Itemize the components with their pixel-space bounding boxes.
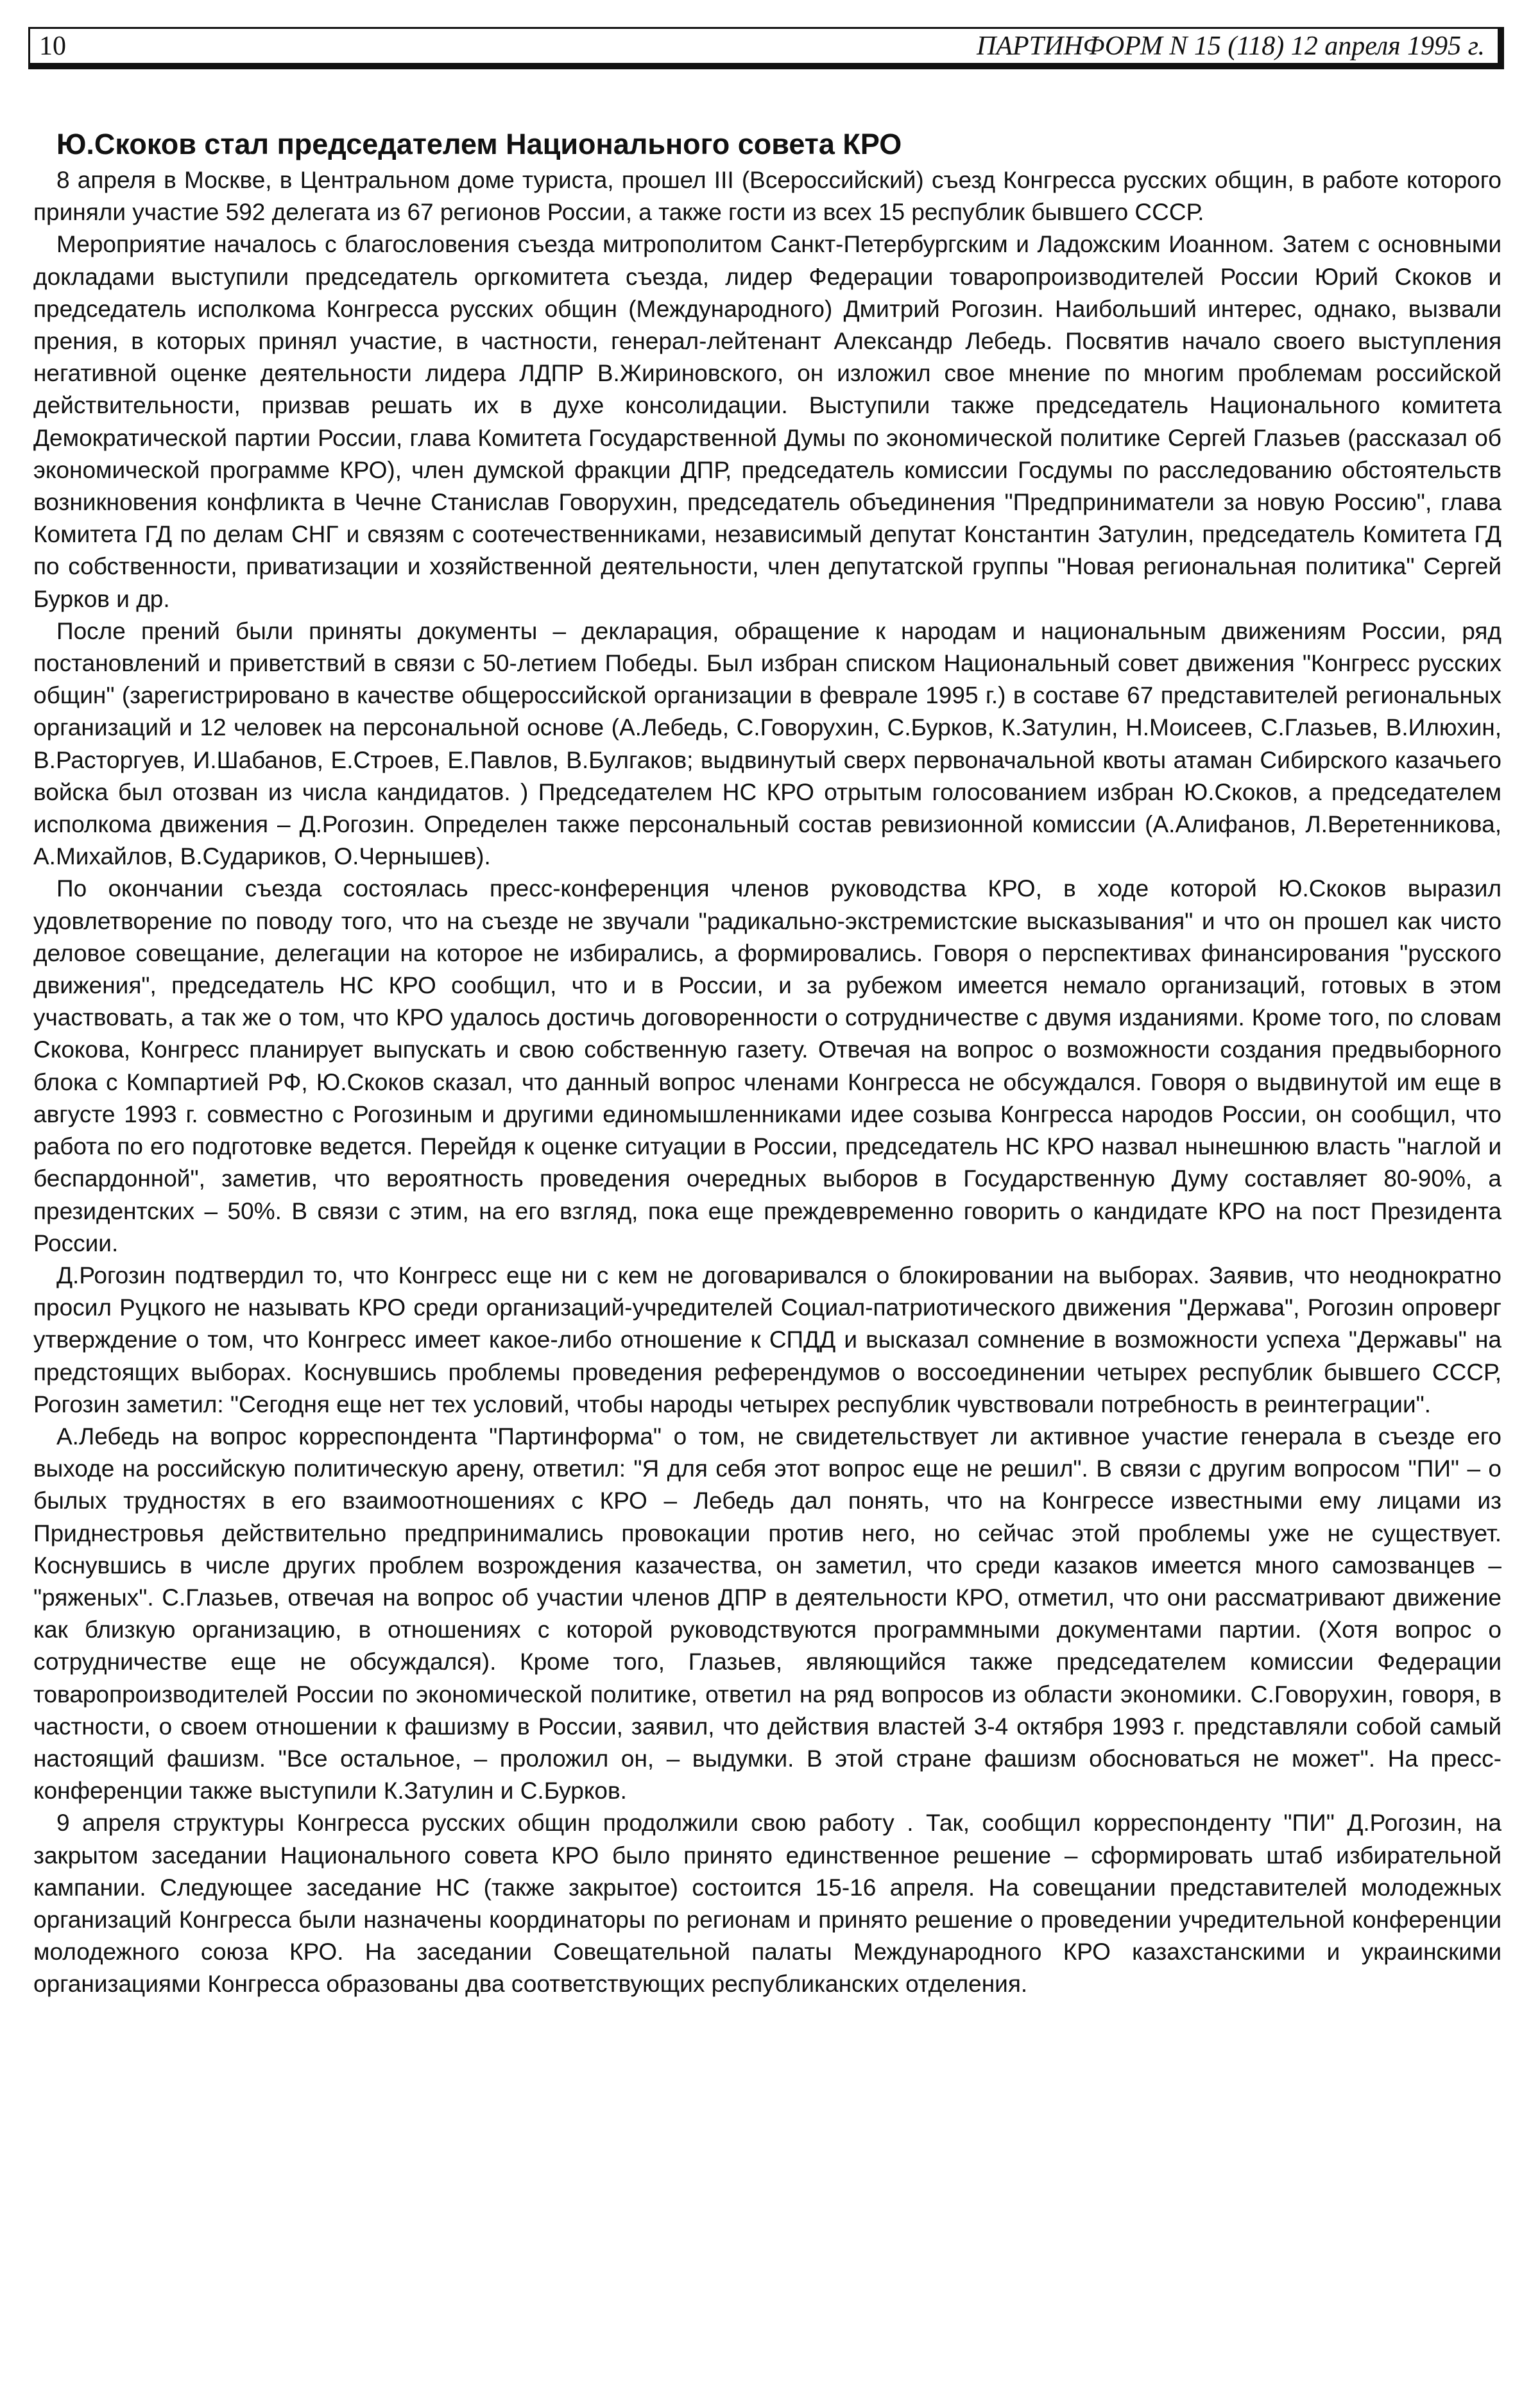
article-paragraph: Д.Рогозин подтвердил то, что Конгресс еще ни с кем не договаривался о блокировании на выборах. Заявив, что неоднократно просил Руцкого не называть КРО среди организаций-учредителей Социал-патриотического движения "Держава", Рогозин опроверг утверждение о том, что Конгресс имеет какое-либо отношение к СПДД и высказал сомнение в возможности успеха "Державы" на предстоящих выборах. Коснувшись проблемы проведения референдумов о воссоединении четырех республик бывшего СССР, Рогозин заметил: "Сегодня еще нет тех условий, чтобы народы четырех республик чувствовали потребность в реинтеграции". (33, 1262, 1502, 1418)
page-number: 10 (39, 31, 66, 61)
article-paragraph: А.Лебедь на вопрос корреспондента "Партинформа" о том, не свидетельствует ли активное участие генерала в съезде его выходе на российскую политическую арену, ответил: "Я для себя этот вопрос еще не решил". В связи с другим вопросом "ПИ" – о былых трудностях в его взаимоотношениях с КРО – Лебедь дал понять, что на Конгрессе известными ему лицами из Приднестровья действительно предпринимались провокации против него, но сейчас этой проблемы уже не существует. Коснувшись в числе других проблем возрождения казачества, он заметил, что среди казаков имеется много самозванцев – "ряженых". С.Глазьев, отвечая на вопрос об участии членов ДПР в деятельности КРО, отметил, что они рассматривают движение как близкую организацию, в отношениях с которой руководствуются программными документами партии. (Хотя вопрос о сотрудничестве еще не обсуждался). Кроме того, Глазьев, являющийся также председателем комиссии Федерации товаропроизводителей России по экономической политике, ответил на ряд вопросов из области экономики. С.Говорухин, говоря, в частности, о своем отношении к фашизму в России, заявил, что действия властей 3-4 октября 1993 г. представляли собой самый настоящий фашизм. "Все остальное, – проложил он, – выдумки. В этой стране фашизм обосноваться не может". На пресс-конференции также выступили К.Затулин и С.Бурков. (33, 1423, 1502, 1804)
issue-info: ПАРТИНФОРМ N 15 (118) 12 апреля 1995 г. (976, 31, 1485, 61)
article-paragraph: 9 апреля структуры Конгресса русских общин продолжили свою работу . Так, сообщил корреспонденту "ПИ" Д.Рогозин, на закрытом заседании Национального совета КРО было принято единственное решение – сформировать штаб избирательной кампании. Следующее заседание НС (также закрытое) состоится 15-16 апреля. На совещании представителей молодежных организаций Конгресса были назначены координаторы по регионам и принято решение о проведении учредительной конференции молодежного союза КРО. На заседании Совещательной палаты Международного КРО казахстанскими и украинскими организациями Конгресса образованы два соответствующих республиканских отделения. (33, 1810, 1502, 1998)
article-paragraph: Мероприятие началось с благословения съезда митрополитом Санкт-Петербургским и Ладожским Иоанном. Затем с основными докладами выступили председатель оргкомитета съезда, лидер Федерации товаропроизводителей России Юрий Скоков и председатель исполкома Конгресса русских общин (Международного) Дмитрий Рогозин. Наибольший интерес, однако, вызвали прения, в которых принял участие, в частности, генерал-лейтенант Александр Лебедь. Посвятив начало своего выступления негативной оценке деятельности лидера ЛДПР В.Жириновского, он изложил свое мнение по многим проблемам российской действительности, призвав решать их в духе консолидации. Выступили также председатель Национального комитета Демократической партии России, глава Комитета Государственной Думы по экономической политике Сергей Глазьев (рассказал об экономической программе КРО), член думской фракции ДПР, председатель комиссии Госдумы по расследованию обстоятельств возникновения конфликта в Чечне Станислав Говорухин, председатель объединения "Предприниматели за новую Россию", глава Комитета ГД по делам СНГ и связям с соотечественниками, независимый депутат Константин Затулин, председатель Комитета ГД по собственности, приватизации и хозяйственной деятельности, член депутатской группы "Новая региональная политика" Сергей Бурков и др. (33, 231, 1502, 612)
article-title: Ю.Скоков стал председателем Национального совета КРО (56, 128, 902, 160)
article-paragraph: После прений были приняты документы – декларация, обращение к народам и национальным движениям России, ряд постановлений и приветствий в связи с 50-летием Победы. Был избран списком Национальный совет движения "Конгресс русских общин" (зарегистрировано в качестве общероссийской организации в феврале 1995 г.) в составе 67 представителей региональных организаций и 12 человек на персональной основе (А.Лебедь, С.Говорухин, С.Бурков, К.Затулин, Н.Моисеев, С.Глазьев, В.Илюхин, В.Расторгуев, И.Шабанов, Е.Строев, Е.Павлов, В.Булгаков; выдвинутый сверх первоначальной квоты атаман Сибирского казачьего войска был отозван из числа кандидатов. ) Председателем НС КРО отрытым голосованием избран Ю.Скоков, а председателем исполкома движения – Д.Рогозин. Определен также персональный состав ревизионной комиссии (А.Алифанов, Л.Веретенникова, А.Михайлов, В.Судариков, О.Чернышев). (33, 617, 1502, 870)
page-header (28, 27, 1504, 69)
article (33, 126, 1502, 2001)
article-paragraph: 8 апреля в Москве, в Центральном доме туриста, прошел III (Всероссийский) съезд Конгресса русских общин, в работе которого приняли участие 592 делегата из 67 регионов России, а также гости из всех 15 республик бывшего СССР. (33, 167, 1502, 226)
article-paragraph: По окончании съезда состоялась пресс-конференция членов руководства КРО, в ходе которой Ю.Скоков выразил удовлетворение по поводу того, что на съезде не звучали "радикально-экстремистские высказывания" и что он прошел как чисто деловое совещание, делегации на которое не избирались, а формировались. Говоря о перспективах финансирования "русского движения", председатель НС КРО сообщил, что и в России, и за рубежом имеется немало организаций, готовых в этом участвовать, а так же о том, что КРО удалось достичь договоренности о сотрудничестве с двумя изданиями. Кроме того, по словам Скокова, Конгресс планирует выпускать и свою собственную газету. Отвечая на вопрос о возможности создания предвыборного блока с Компартией РФ, Ю.Скоков сказал, что данный вопрос членами Конгресса не обсуждался. Говоря о выдвинутой им еще в августе 1993 г. совместно с Рогозиным и другими единомышленниками идее созыва Конгресса народов России, он сообщил, что работа по его подготовке ведется. Перейдя к оценке ситуации в России, председатель НС КРО назвал нынешнюю власть "наглой и беспардонной", заметив, что вероятность проведения очередных выборов в Государственную Думу составляет 80-90%, а президентских – 50%. В связи с этим, на его взгляд, пока еще преждевременно говорить о кандидате КРО на пост Президента России. (33, 875, 1502, 1256)
